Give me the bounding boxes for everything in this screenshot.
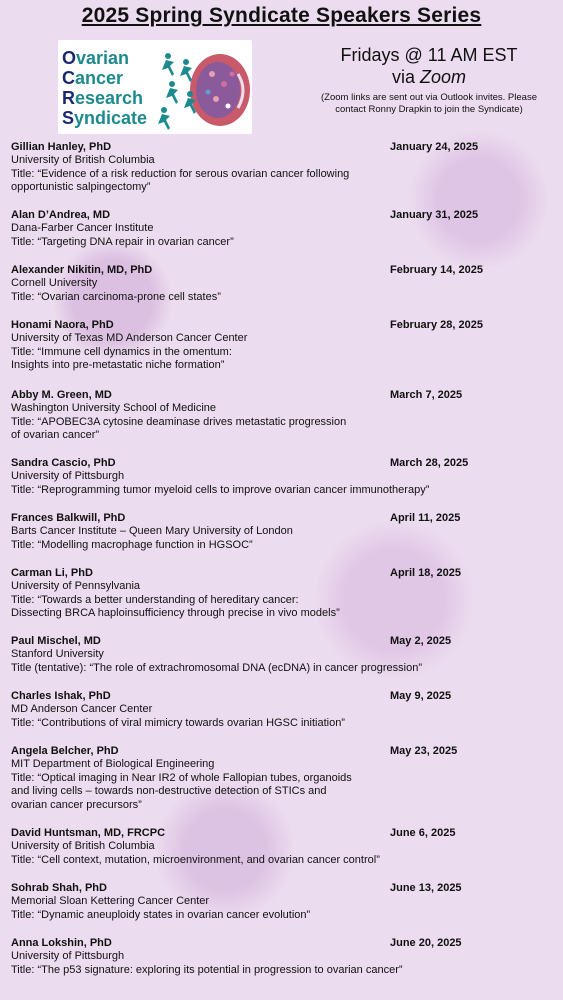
speaker-entry	[11, 882, 556, 922]
talk-title-line: and living cells – towards non-destructive detection of STICs and	[11, 785, 327, 798]
speaker-affiliation: University of Pittsburgh	[11, 470, 125, 483]
talk-title-line: Insights into pre-metastatic niche formation”	[11, 359, 225, 372]
talk-title-line: Title: “Towards a better understanding of hereditary cancer:	[11, 593, 299, 606]
speaker-entry	[11, 209, 556, 249]
zoom-note: (Zoom links are sent out via Outlook invites. Please contact Ronny Drapkin to join the Syndicate)	[321, 92, 537, 115]
speaker-affiliation: University of Pittsburgh	[11, 950, 125, 963]
speaker-name: Frances Balkwill, PhD	[11, 512, 126, 524]
speaker-name: Angela Belcher, PhD	[11, 745, 119, 757]
talk-title-line: Title: “Dynamic aneuploidy states in ovarian cancer evolution”	[11, 908, 311, 921]
speaker-entry	[11, 512, 556, 552]
speaker-affiliation: Cornell University	[11, 277, 98, 290]
talk-title-line: Title: “Optical imaging in Near IR2 of whole Fallopian tubes, organoids	[11, 771, 352, 784]
ovary-runners-icon	[152, 44, 252, 132]
speaker-entry	[11, 264, 556, 304]
schedule-platform: via Zoom	[391, 67, 467, 87]
talk-date: June 13, 2025	[390, 882, 462, 894]
talk-date: January 24, 2025	[390, 141, 479, 153]
talk-title-line: Title: “Evidence of a risk reduction for serous ovarian cancer following	[11, 167, 350, 180]
talk-title-line: Title: “Immune cell dynamics in the omentum:	[11, 345, 232, 358]
talk-title-line: Title: “Cell context, mutation, microenvironment, and ovarian cancer control”	[11, 853, 380, 866]
speaker-name: Alexander Nikitin, MD, PhD	[11, 264, 153, 276]
talk-title-line: Title: “Contributions of viral mimicry towards ovarian HGSC initiation”	[11, 716, 345, 729]
speaker-name: David Huntsman, MD, FRCPC	[11, 827, 166, 839]
syndicate-logo	[58, 40, 252, 134]
speaker-entry	[11, 827, 556, 867]
speaker-affiliation: University of Texas MD Anderson Cancer Center	[11, 332, 248, 345]
speaker-affiliation: Barts Cancer Institute – Queen Mary University of London	[11, 525, 293, 538]
talk-title-line: Title (tentative): “The role of extrachromosomal DNA (ecDNA) in cancer progression”	[11, 661, 423, 674]
schedule-block	[300, 44, 558, 116]
speaker-affiliation: University of British Columbia	[11, 154, 155, 167]
speaker-affiliation: Washington University School of Medicine	[11, 402, 217, 415]
talk-date: April 11, 2025	[390, 512, 461, 524]
schedule-time: Fridays @ 11 AM EST	[340, 45, 518, 65]
talk-date: June 6, 2025	[390, 827, 456, 839]
speaker-name: Abby M. Green, MD	[11, 389, 112, 401]
speaker-entry	[11, 745, 556, 812]
speaker-name: Paul Mischel, MD	[11, 635, 101, 647]
speaker-entry	[11, 635, 556, 675]
speaker-name: Honami Naora, PhD	[11, 319, 114, 331]
speaker-entry	[11, 937, 556, 977]
page-title: 2025 Spring Syndicate Speakers Series	[81, 4, 482, 27]
speaker-name: Anna Lokshin, PhD	[11, 937, 112, 949]
talk-title-line: Title: “Reprogramming tumor myeloid cells to improve ovarian cancer immunotherapy”	[11, 483, 430, 496]
speaker-name: Alan D’Andrea, MD	[11, 209, 111, 221]
speaker-entry	[11, 457, 556, 497]
talk-title-line: Dissecting BRCA haploinsufficiency through precise in vivo models”	[11, 607, 340, 620]
speaker-name: Charles Ishak, PhD	[11, 690, 111, 702]
speaker-entry	[11, 141, 556, 195]
talk-title-line: ovarian cancer precursors”	[11, 798, 142, 811]
talk-title-line: Title: “Ovarian carcinoma-prone cell states”	[11, 290, 221, 303]
speaker-entry	[11, 690, 556, 730]
talk-date: March 7, 2025	[390, 389, 463, 401]
talk-date: March 28, 2025	[390, 457, 469, 469]
speaker-name: Carman Li, PhD	[11, 567, 93, 579]
talk-title-line: opportunistic salpingectomy”	[11, 181, 151, 194]
speaker-affiliation: Stanford University	[11, 648, 104, 661]
talk-date: May 23, 2025	[390, 745, 458, 757]
speaker-name: Gillian Hanley, PhD	[11, 141, 112, 153]
talk-title-line: Title: “Targeting DNA repair in ovarian cancer”	[11, 235, 234, 248]
speaker-entry	[11, 567, 556, 621]
talk-date: January 31, 2025	[390, 209, 479, 221]
talk-date: June 20, 2025	[390, 937, 462, 949]
speaker-affiliation: Dana-Farber Cancer Institute	[11, 222, 154, 235]
talk-title-line: Title: “The p53 signature: exploring its potential in progression to ovarian cancer”	[11, 963, 403, 976]
speaker-affiliation: University of Pennsylvania	[11, 580, 141, 593]
talk-date: May 9, 2025	[390, 690, 452, 702]
speaker-name: Sandra Cascio, PhD	[11, 457, 116, 469]
talk-date: February 28, 2025	[390, 319, 483, 331]
speaker-affiliation: MIT Department of Biological Engineering	[11, 758, 215, 771]
talk-title-line: Title: “APOBEC3A cytosine deaminase drives metastatic progression	[11, 415, 347, 428]
talk-title-line: Title: “Modelling macrophage function in HGSOC”	[11, 538, 253, 551]
logo-wordmark: Ovarian Cancer Research Syndicate	[62, 48, 148, 128]
talk-date: February 14, 2025	[390, 264, 483, 276]
talk-date: May 2, 2025	[390, 635, 452, 647]
talk-title-line: of ovarian cancer”	[11, 429, 100, 442]
talk-date: April 18, 2025	[390, 567, 461, 579]
speaker-entry	[11, 389, 556, 443]
speaker-name: Sohrab Shah, PhD	[11, 882, 107, 894]
speaker-affiliation: Memorial Sloan Kettering Cancer Center	[11, 895, 210, 908]
speaker-affiliation: University of British Columbia	[11, 840, 155, 853]
speaker-entry	[11, 319, 556, 373]
speaker-affiliation: MD Anderson Cancer Center	[11, 703, 153, 716]
